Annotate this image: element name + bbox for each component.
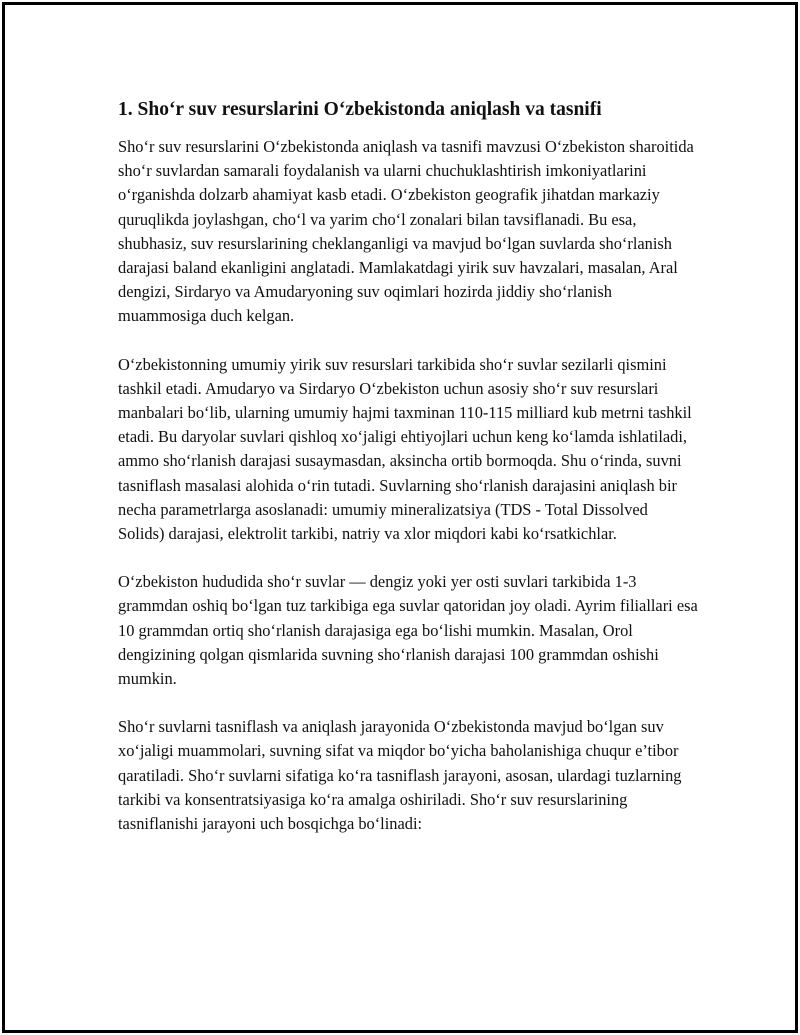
paragraph-1: Sho‘r suv resurslarini O‘zbekistonda aniqlash va tasnifi mavzusi O‘zbekiston sharoitida sho‘r suvlardan samarali foydalanish va ularni chuchuklashtirish imkoniyatlarini o‘rganishda dolzarb ahamiyat kasb etadi. O‘zbekiston geografik jihatdan markaziy quruqlikda joylashgan, cho‘l va yarim cho‘l zonalari bilan tavsiflanadi. Bu esa, shubhasiz, suv resurslarining cheklanganligi va mavjud bo‘lgan suvlarda sho‘rlanish darajasi baland ekanligini anglatadi. Mamlakatdagi yirik suv havzalari, masalan, Aral dengizi, Sirdaryo va Amudaryoning suv oqimlari hozirda jiddiy sho‘rlanish muammosiga duch kelgan. [118,137,694,326]
document-page [2,2,798,1033]
document-body [118,97,698,860]
section-heading: 1. Sho‘r suv resurslarini O‘zbekistonda aniqlash va tasnifi [118,99,602,120]
paragraph-4: Sho‘r suvlarni tasniflash va aniqlash jarayonida O‘zbekistonda mavjud bo‘lgan suv xo‘jaligi muammolari, suvning sifat va miqdor bo‘yicha baholanishiga chuqur e’tibor qaratiladi. Sho‘r suvlarni sifatiga ko‘ra tasniflash jarayoni, asosan, ulardagi tuzlarning tarkibi va konsentratsiyasiga ko‘ra amalga oshiriladi. Sho‘r suv resurslarining tasniflanishi jarayoni uch bosqichga bo‘linadi: [118,717,682,834]
paragraph-2: O‘zbekistonning umumiy yirik suv resurslari tarkibida sho‘r suvlar sezilarli qismini tashkil etadi. Amudaryo va Sirdaryo O‘zbekiston uchun asosiy sho‘r suv resurslari manbalari bo‘lib, ularning umumiy hajmi taxminan 110-115 milliard kub metrni tashkil etadi. Bu daryolar suvlari qishloq xo‘jaligi ehtiyojlari uchun keng ko‘lamda ishlatiladi, ammo sho‘rlanish darajasi susaymasdan, aksincha ortib bormoqda. Shu o‘rinda, suvni tasniflash masalasi alohida o‘rin tutadi. Suvlarning sho‘rlanish darajasini aniqlash bir necha parametrlarga asoslanadi: umumiy mineralizatsiya (TDS - Total Dissolved Solids) darajasi, elektrolit tarkibi, natriy va xlor miqdori kabi ko‘rsatkichlar. [118,354,692,544]
paragraph-3: O‘zbekiston hududida sho‘r suvlar — dengiz yoki yer osti suvlari tarkibida 1-3 grammdan oshiq bo‘lgan tuz tarkibiga ega suvlar qatoridan joy oladi. Ayrim filiallari esa 10 grammdan ortiq sho‘rlanish darajasiga ega bo‘lishi mumkin. Masalan, Orol dengizining qolgan qismlarida suvning sho‘rlanish darajasi 100 grammdan oshishi mumkin. [118,572,698,689]
